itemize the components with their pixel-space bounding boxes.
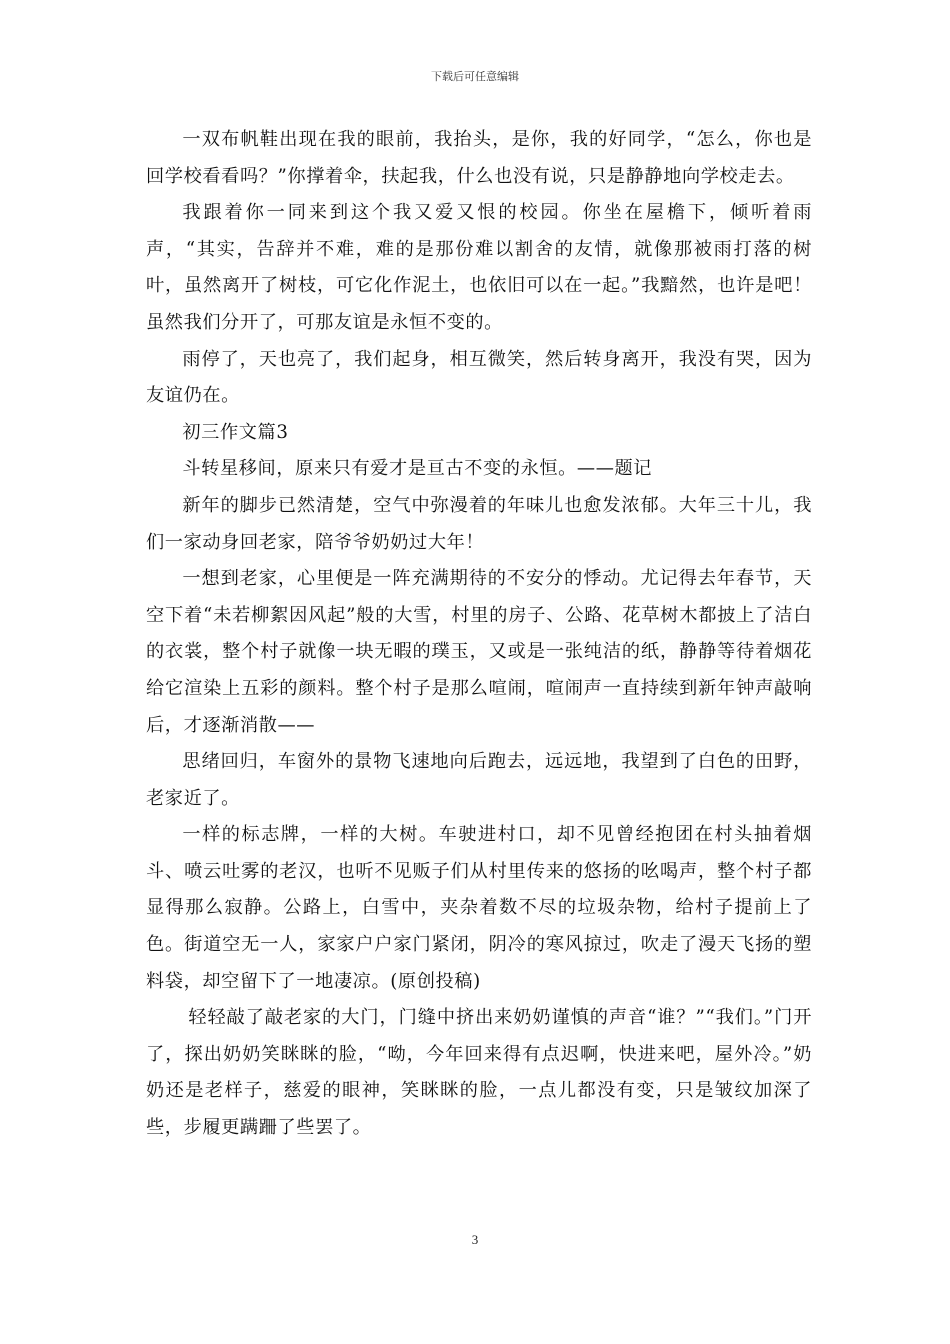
paragraph: 轻轻敲了敲老家的大门，门缝中挤出来奶奶谨慎的声音“谁？”“我们。”门开了，探出奶奶笑眯眯的脸，“呦，今年回来得有点迟啊，快进来吧，屋外冷。”奶奶还是老样子，慈爱的眼神，笑眯眯的脸，一点儿都没有变，只是皱纹加深了些，步履更蹒跚了些罢了。 (146, 1007, 812, 1139)
paragraph: 一想到老家，心里便是一阵充满期待的不安分的悸动。尤记得去年春节，天空下着“未若柳絮因风起”般的大雪，村里的房子、公路、花草树木都披上了洁白的衣裳，整个村子就像一块无暇的璞玉，又或是一张纯洁的纸，静静等待着烟花给它渲染上五彩的颜料。整个村子是那么喧闹，喧闹声一直持续到新年钟声敲响后，才逐渐消散—— (146, 568, 812, 736)
paragraph: 新年的脚步已然清楚，空气中弥漫着的年味儿也愈发浓郁。大年三十儿，我们一家动身回老家，陪爷爷奶奶过大年！ (146, 494, 812, 553)
page-number: 3 (471, 1232, 479, 1247)
header-note: 下载后可任意编辑 (431, 70, 519, 83)
epigraph: 斗转星移间，原来只有爱才是亘古不变的永恒。——题记 (182, 458, 653, 480)
paragraph: 一样的标志牌，一样的大树。车驶进村口，却不见曾经抱团在村头抽着烟斗、喷云吐雾的老汉，也听不见贩子们从村里传来的悠扬的吆喝声，整个村子都显得那么寂静。公路上，白雪中，夹杂着数不尽的垃圾杂物，给村子提前上了色。街道空无一人，家家户户家门紧闭，阴冷的寒风掠过，吹走了漫天飞扬的塑料袋，却空留下了一地凄凉。(原创投稿) (146, 824, 812, 992)
paragraph: 一双布帆鞋出现在我的眼前，我抬头，是你，我的好同学，“怎么，你也是回学校看看吗？”你撑着伞，扶起我，什么也没有说，只是静静地向学校走去。 (146, 129, 812, 187)
paragraph: 雨停了，天也亮了，我们起身，相互微笑，然后转身离开，我没有哭，因为友谊仍在。 (146, 348, 812, 407)
document-body (146, 122, 812, 1147)
paragraph: 思绪回归，车窗外的景物飞速地向后跑去，远远地，我望到了白色的田野，老家近了。 (146, 751, 812, 809)
section-heading: 初三作文篇3 (182, 421, 289, 443)
paragraph: 我跟着你一同来到这个我又爱又恨的校园。你坐在屋檐下，倾听着雨声，“其实，告辞并不难，难的是那份难以割舍的友情，就像那被雨打落的树叶，虽然离开了树枝，可它化作泥土，也依旧可以在一起。”我黯然，也许是吧！虽然我们分开了，可那友谊是永恒不变的。 (146, 202, 812, 333)
